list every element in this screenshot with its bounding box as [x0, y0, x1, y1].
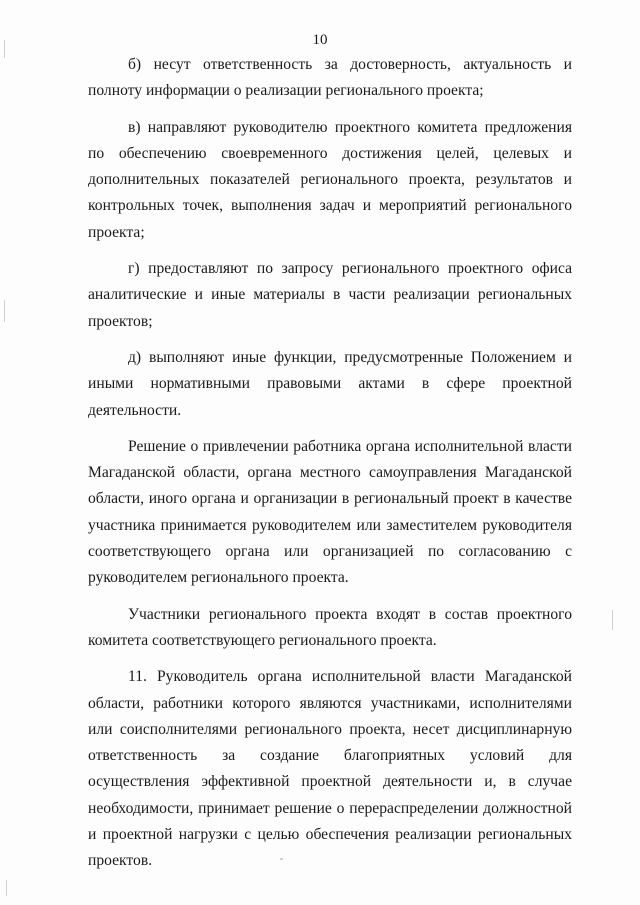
scan-artifact	[6, 880, 7, 896]
paragraph-b: б) несут ответственность за достоверность, актуальность и полноту информации о реализации регионального проекта;	[88, 56, 572, 100]
paragraph-g: г) предоставляют по запросу регионального проектного офиса аналитические и иные материалы в части реализации региональных проектов;	[88, 260, 572, 330]
page-number: 10	[312, 32, 328, 48]
paragraph-v: в) направляют руководителю проектного комитета предложения по обеспечению своевременного достижения целей, целевых и дополнительных показателей регионального проекта, результатов и контрольных точек, выполнения задач и мероприятий регионального проекта;	[88, 118, 572, 241]
document-body	[88, 52, 572, 875]
scan-artifact	[4, 300, 5, 322]
paragraph-11: 11. Руководитель органа исполнительной власти Магаданской области, работники которого являются участниками, исполнителями или соисполнителями регионального проекта, несет дисциплинарную ответственность за создание благоприятных условий для осуществления эффективной проектной деятельности и, в случае необходимости, принимает решение о перераспределении должностной и проектной нагрузки с целью обеспечения реализации региональных проектов.	[88, 668, 572, 870]
scan-artifact	[280, 858, 283, 860]
paragraph-participants: Участники регионального проекта входят в состав проектного комитета соответствующего регионального проекта.	[88, 605, 572, 649]
scan-artifact	[612, 610, 613, 630]
paragraph-decision: Решение о привлечении работника органа исполнительной власти Магаданской области, органа местного самоуправления Магаданской области, иного органа и организации в региональный проект в качестве участника принимается руководителем или заместителем руководителя соответствующего органа или организацией по согласованию с руководителем регионального проекта.	[88, 437, 572, 587]
paragraph-d: д) выполняют иные функции, предусмотренные Положением и иными нормативными правовыми актами в сфере проектной деятельности.	[88, 348, 572, 419]
scan-artifact	[4, 40, 5, 58]
